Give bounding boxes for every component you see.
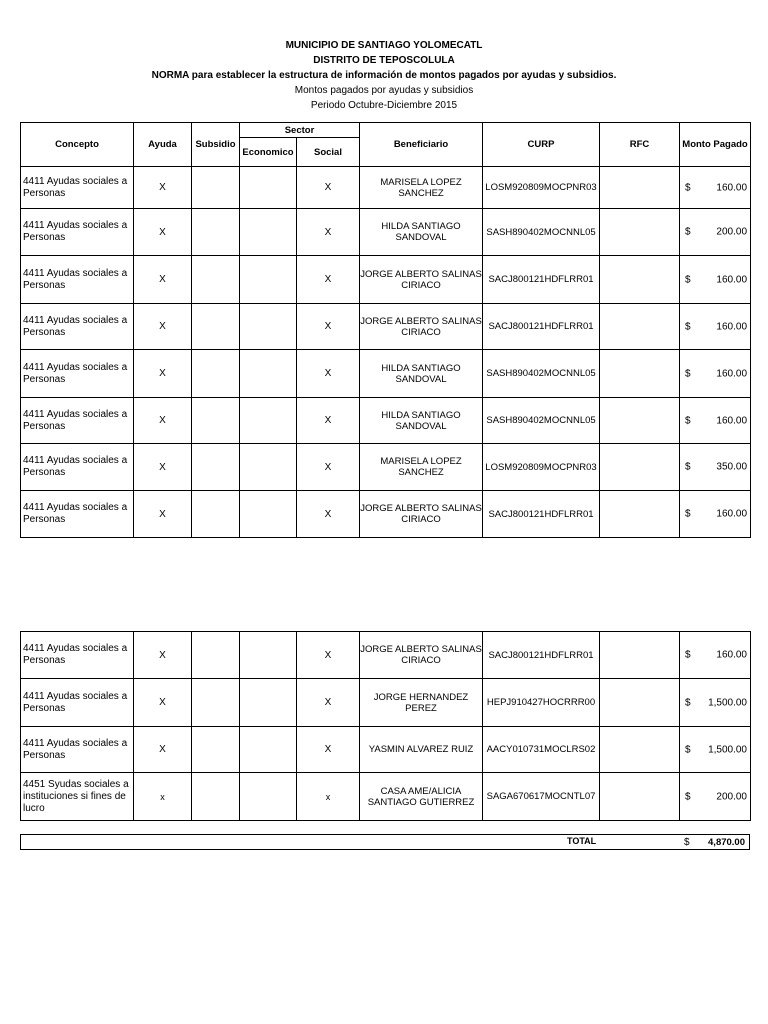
cell-social: X: [297, 727, 360, 773]
cell-monto: [680, 632, 751, 679]
cell-economico: [240, 773, 297, 821]
amount: 160.00: [716, 368, 748, 379]
cell-concepto: 4411 Ayudas sociales a Personas: [21, 444, 134, 491]
col-concepto: Concepto: [21, 123, 134, 167]
table-row: [21, 398, 751, 444]
cell-social: X: [297, 350, 360, 398]
cell-economico: [240, 304, 297, 350]
table-row: [21, 256, 751, 304]
cell-beneficiario: JORGE HERNANDEZ PEREZ: [360, 679, 483, 727]
currency-sign: $: [685, 226, 691, 238]
cell-beneficiario: JORGE ALBERTO SALINAS CIRIACO: [360, 632, 483, 679]
cell-curp: LOSM920809MOCPNR03: [483, 444, 600, 491]
cell-concepto: 4411 Ayudas sociales a Personas: [21, 679, 134, 727]
cell-rfc: [600, 304, 680, 350]
col-monto: Monto Pagado: [680, 123, 751, 167]
cell-beneficiario: JORGE ALBERTO SALINAS CIRIACO: [360, 491, 483, 538]
cell-social: X: [297, 444, 360, 491]
cell-concepto: 4411 Ayudas sociales a Personas: [21, 167, 134, 209]
cell-monto: [680, 167, 751, 209]
cell-monto: [680, 256, 751, 304]
cell-subsidio: [192, 350, 240, 398]
cell-rfc: [600, 444, 680, 491]
table-row: [21, 491, 751, 538]
currency-sign: $: [685, 461, 691, 473]
currency-sign: $: [685, 274, 691, 285]
total-amount: 4,870.00: [708, 837, 745, 848]
cell-ayuda: X: [134, 491, 192, 538]
cell-concepto: 4411 Ayudas sociales a Personas: [21, 209, 134, 256]
cell-ayuda: X: [134, 256, 192, 304]
col-ayuda: Ayuda: [134, 123, 192, 167]
currency-sign: $: [685, 744, 691, 755]
cell-monto: [680, 727, 751, 773]
cell-curp: SASH890402MOCNNL05: [483, 209, 600, 256]
cell-rfc: [600, 256, 680, 304]
amount: 160.00: [716, 182, 748, 193]
cell-curp: SACJ800121HDFLRR01: [483, 256, 600, 304]
amount: 350.00: [716, 461, 748, 473]
amount: 160.00: [716, 649, 747, 661]
cell-subsidio: [192, 491, 240, 538]
cell-concepto: 4411 Ayudas sociales a Personas: [21, 398, 134, 444]
cell-social: X: [297, 679, 360, 727]
amount: 1,500.00: [708, 744, 747, 755]
cell-rfc: [600, 679, 680, 727]
cell-concepto: 4411 Ayudas sociales a Personas: [21, 304, 134, 350]
cell-ayuda: X: [134, 398, 192, 444]
cell-monto: [680, 773, 751, 821]
col-curp: CURP: [483, 123, 600, 167]
table-row: [21, 632, 751, 679]
amount: 160.00: [716, 508, 748, 520]
total-row: [20, 834, 750, 850]
document-header: [0, 38, 768, 113]
cell-curp: LOSM920809MOCPNR03: [483, 167, 600, 209]
cell-concepto: 4451 Syudas sociales a instituciones si fines de lucro: [21, 773, 134, 821]
cell-monto: [680, 444, 751, 491]
currency-sign: $: [685, 415, 691, 426]
payments-table: [20, 122, 751, 538]
cell-rfc: [600, 350, 680, 398]
cell-ayuda: X: [134, 444, 192, 491]
cell-economico: [240, 679, 297, 727]
cell-subsidio: [192, 398, 240, 444]
total-currency: $: [684, 837, 690, 848]
cell-subsidio: [192, 256, 240, 304]
col-social: Social: [297, 138, 360, 167]
cell-beneficiario: JORGE ALBERTO SALINAS CIRIACO: [360, 304, 483, 350]
cell-curp: SASH890402MOCNNL05: [483, 350, 600, 398]
cell-beneficiario: YASMIN ALVAREZ RUIZ: [360, 727, 483, 773]
cell-economico: [240, 398, 297, 444]
period: Periodo Octubre-Diciembre 2015: [310, 100, 458, 111]
cell-concepto: 4411 Ayudas sociales a Personas: [21, 727, 134, 773]
currency-sign: $: [685, 508, 691, 520]
cell-economico: [240, 209, 297, 256]
cell-monto: [680, 209, 751, 256]
cell-monto: [680, 679, 751, 727]
cell-ayuda: x: [134, 773, 192, 821]
cell-rfc: [600, 727, 680, 773]
cell-ayuda: X: [134, 727, 192, 773]
cell-subsidio: [192, 679, 240, 727]
table-row: [21, 727, 751, 773]
cell-ayuda: X: [134, 209, 192, 256]
cell-ayuda: X: [134, 350, 192, 398]
payments-table-continued: [20, 631, 751, 821]
table-row: [21, 773, 751, 821]
cell-beneficiario: HILDA SANTIAGO SANDOVAL: [360, 350, 483, 398]
cell-monto: [680, 350, 751, 398]
cell-economico: [240, 727, 297, 773]
col-subsidio: Subsidio: [192, 123, 240, 167]
cell-curp: HEPJ910427HOCRRR00: [483, 679, 600, 727]
subtitle: Montos pagados por ayudas y subsidios: [294, 85, 474, 96]
cell-social: x: [297, 773, 360, 821]
cell-subsidio: [192, 444, 240, 491]
table-row: [21, 679, 751, 727]
cell-subsidio: [192, 632, 240, 679]
cell-social: X: [297, 632, 360, 679]
municipality-title: MUNICIPIO DE SANTIAGO YOLOMECATL: [285, 40, 483, 51]
cell-subsidio: [192, 727, 240, 773]
cell-curp: SACJ800121HDFLRR01: [483, 632, 600, 679]
cell-social: X: [297, 256, 360, 304]
cell-economico: [240, 491, 297, 538]
cell-curp: SAGA670617MOCNTL07: [483, 773, 600, 821]
cell-social: X: [297, 398, 360, 444]
cell-ayuda: X: [134, 679, 192, 727]
cell-beneficiario: MARISELA LOPEZ SANCHEZ: [360, 167, 483, 209]
cell-beneficiario: HILDA SANTIAGO SANDOVAL: [360, 398, 483, 444]
cell-rfc: [600, 398, 680, 444]
cell-rfc: [600, 209, 680, 256]
cell-subsidio: [192, 209, 240, 256]
table-row: [21, 167, 751, 209]
cell-social: X: [297, 209, 360, 256]
currency-sign: $: [685, 649, 691, 661]
table-row: [21, 209, 751, 256]
cell-economico: [240, 256, 297, 304]
cell-monto: [680, 398, 751, 444]
currency-sign: $: [685, 368, 691, 379]
cell-beneficiario: HILDA SANTIAGO SANDOVAL: [360, 209, 483, 256]
table-row: [21, 350, 751, 398]
cell-beneficiario: JORGE ALBERTO SALINAS CIRIACO: [360, 256, 483, 304]
amount: 1,500.00: [708, 697, 747, 708]
cell-economico: [240, 167, 297, 209]
cell-economico: [240, 444, 297, 491]
cell-curp: SASH890402MOCNNL05: [483, 398, 600, 444]
cell-subsidio: [192, 167, 240, 209]
cell-social: X: [297, 491, 360, 538]
cell-curp: AACY010731MOCLRS02: [483, 727, 600, 773]
cell-social: X: [297, 304, 360, 350]
cell-beneficiario: CASA AME/ALICIA SANTIAGO GUTIERREZ: [360, 773, 483, 821]
cell-concepto: 4411 Ayudas sociales a Personas: [21, 350, 134, 398]
amount: 200.00: [716, 791, 747, 802]
cell-social: X: [297, 167, 360, 209]
col-beneficiario: Beneficiario: [360, 123, 483, 167]
cell-subsidio: [192, 773, 240, 821]
currency-sign: $: [685, 791, 691, 802]
cell-subsidio: [192, 304, 240, 350]
cell-ayuda: X: [134, 167, 192, 209]
cell-monto: [680, 491, 751, 538]
col-rfc: RFC: [600, 123, 680, 167]
cell-rfc: [600, 167, 680, 209]
cell-rfc: [600, 632, 680, 679]
cell-concepto: 4411 Ayudas sociales a Personas: [21, 491, 134, 538]
cell-curp: SACJ800121HDFLRR01: [483, 491, 600, 538]
total-label: TOTAL: [567, 836, 597, 846]
currency-sign: $: [685, 697, 691, 708]
cell-ayuda: X: [134, 304, 192, 350]
cell-ayuda: X: [134, 632, 192, 679]
amount: 160.00: [716, 274, 748, 285]
col-sector: Sector: [240, 123, 360, 138]
cell-economico: [240, 632, 297, 679]
cell-concepto: 4411 Ayudas sociales a Personas: [21, 632, 134, 679]
table-row: [21, 444, 751, 491]
currency-sign: $: [685, 321, 691, 332]
cell-curp: SACJ800121HDFLRR01: [483, 304, 600, 350]
amount: 160.00: [716, 415, 748, 426]
cell-economico: [240, 350, 297, 398]
table-row: [21, 304, 751, 350]
norma-title: NORMA para establecer la estructura de información de montos pagados por ayudas y subsidios.: [151, 70, 617, 81]
col-economico: Economico: [240, 138, 297, 167]
district-title: DISTRITO DE TEPOSCOLULA: [313, 55, 455, 66]
currency-sign: $: [685, 182, 691, 193]
amount: 200.00: [716, 226, 748, 238]
cell-rfc: [600, 491, 680, 538]
cell-beneficiario: MARISELA LOPEZ SANCHEZ: [360, 444, 483, 491]
cell-rfc: [600, 773, 680, 821]
cell-concepto: 4411 Ayudas sociales a Personas: [21, 256, 134, 304]
amount: 160.00: [716, 321, 748, 332]
cell-monto: [680, 304, 751, 350]
